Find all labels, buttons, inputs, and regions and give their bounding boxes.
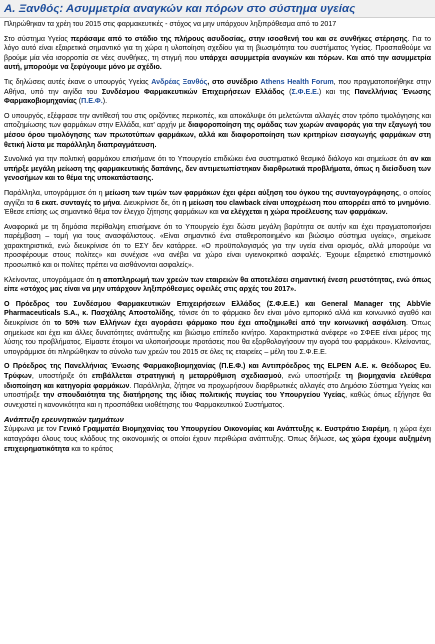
text-run: ) και της	[318, 87, 355, 96]
text-run: . Για το λόγο αυτό είναι εξαιρετικά σημαντικό για τη χώρα η υλοποίηση σχεδίου για τη βιωσιμότητα του συστήματος Υγείας. Προσπαθούμε να βρούμε μία νέα ισορροπία σε νέες συνθήκες, τη στιγμή που	[4, 34, 431, 62]
article-paragraph	[4, 223, 431, 271]
article-paragraph	[4, 20, 431, 30]
text-run: τη βιομηχανία ελεύθερα ιδιοποίηση και κατηγορία φαρμάκων	[4, 372, 431, 390]
text-run: η αποπληρωμή των χρεών των εταιρειών θα αποτελέσει σημαντική ένεση ρευστότητας, ενώ όπως είπε «στόχος μας είναι να μην υπάρχουν ληξιπρόθεσμες οφειλές στις αρχές του 2017».	[4, 275, 432, 294]
text-run: (	[76, 97, 82, 106]
text-run: ως χώρα έχουμε αυξημένη επιχειρηματικότητα	[4, 434, 431, 453]
text-run: Παράλληλα, υπογράμμισε ότι η	[4, 188, 105, 197]
text-run: , στο συνέδριο	[207, 77, 261, 86]
text-run: ).	[102, 97, 108, 106]
text-run: Ανάπτυξη ερευνητικών τμημάτων	[4, 415, 124, 425]
text-run: να ελέγχεται η χώρα προέλευσης των φαρμάκων.	[220, 208, 388, 217]
text-run: , καθώς όπως εξήγησε θα συνεχιστεί η κανονικότητα και η προσπάθεια υιοθέτησης του Φαρμακευτικού Συστήματος.	[4, 391, 431, 409]
article-paragraph	[4, 78, 431, 107]
text-run: 6 εκατ. συνταγές το μήνα	[35, 198, 120, 207]
entity-link-text: Π.Ε.Φ.	[81, 97, 103, 106]
article-paragraph	[4, 276, 431, 295]
text-run: Ο υπουργός, εξέφρασε την αντίθεσή του στις οριζόντιες περικοπές, και αποκάλυψε ότι μελετώνται αλλαγές στον τρόπο τιμολόγησης και αποζημίωσης των φαρμάκων στην Ελλάδα, κατ' αρχήν με	[4, 111, 431, 130]
text-run: Τις δηλώσεις αυτές έκανε ο υπουργός Υγείας	[4, 77, 152, 86]
article-paragraph	[4, 35, 431, 73]
text-run: Ο Πρόεδρος της Πανελλήνιας Ένωσης Φαρμακοβιομηχανίας (Π.Ε.Φ.) και Αντιπρόεδρος της ELPEN Α.Ε. κ. Θεόδωρος Ευ. Τρύφων	[4, 362, 431, 380]
article-paragraph	[4, 155, 431, 184]
entity-link-text: Ανδρέας Ξανθός	[151, 77, 208, 86]
text-run: Συνολικά για την πολιτική φαρμάκου επισήμανε ότι το Υπουργείο επιδιώκει ένα συστηματικό θεσμικό διάλογο και σημείωσε ότι	[4, 155, 411, 164]
text-run: Ο Πρόεδρος του Συνδέσμου Φαρμακευτικών Επιχειρήσεων Ελλάδος (Σ.Φ.Ε.Ε.) και General Manager της AbbVie Pharmaceuticals S.A., κ. Πασχάλης Αποστολίδης	[4, 299, 431, 318]
text-run: . Παράλληλα, ζήτησε να προχωρήσουν διαρθρωτικές αλλαγές στο Δημόσιο Σύστημα Υγείας και υποστήριξε	[4, 381, 431, 400]
text-run: . Έθεσε επίσης ως σημαντικό θέμα τον έλεγχο ζήτησης φαρμάκων και	[4, 198, 431, 217]
entity-link-text: Σ.Φ.Ε.Ε.	[291, 87, 319, 96]
article-paragraph	[4, 425, 431, 454]
text-run: περάσαμε από το στάδιο της πλήρους ασυδοσίας, στην ισοσθενή του και σε συνθήκες στέρησης	[70, 34, 408, 43]
text-run: και το κράτος	[69, 444, 113, 453]
text-run: , τόνισε ότι το φάρμακο δεν είναι μόνο εμπορικό αλλά και κοινωνικό αγαθό και διευκρίνισε ότι	[4, 309, 431, 328]
text-run: Στο σύστημα Υγείας	[4, 34, 71, 43]
text-run: Συνδέσμου Φαρμακευτικών Επιχειρήσεων Ελλάδος	[101, 87, 285, 96]
article-paragraph	[4, 189, 431, 218]
section-heading	[4, 415, 431, 424]
text-run: Αναφορικά με τη δημόσια περίθαλψη επισήμανε ότι το Υπουργείο έχει δώσει μεγάλη βαρύτητα σε αυτήν και έχει πραγματοποιήσει παρέμβαση – τομή για τους ανασφάλιστους. «Είναι σημαντικό ένα σταθεροποιημένο και βιώσιμο σύστημα υγείας», σημείωσε χαρακτηριστικά, ενώ διευκρίνισε ότι το ΕΣΥ δεν κατάρρεε. «Ο προϋπολογισμός για την υγεία είναι ορισμός, αλλά μπορούμε να προσφέρουμε στους πολίτες» και συνέχισε «να ανέβει να χώρο είναι υγιεινοκριτικό ασφαλές. Έχουμε εξαιρετικό επιστημονικό προσωπικό και οι πολίτες πρέπει να αισθάνονται ασφαλείς».	[4, 222, 431, 270]
text-run: αν και υπήρξε μεγάλη μείωση της φαρμακευτικής δαπάνης, δεν αντιμετωπίστηκαν διαρθρωτικά προβλήματα, όπως η διείσδυση των γενοσήμων και το θέμα της υποκατάστασης.	[4, 155, 431, 183]
article-body	[0, 18, 435, 454]
article-title: Α. Ξανθός: Ασυμμετρία αναγκών και πόρων στο σύστημα υγείας	[0, 0, 435, 18]
text-run: η μείωση του clawback είναι υποχρέωση που απορρέει από το μνημόνιο	[182, 198, 430, 207]
text-run: , η χώρα έχει καταγράφει όλους τους κλάδους της οικονομικής οι οποίοι έχουν περιθώρια ανάπτυξης. Όπως δήλωσε,	[4, 425, 431, 443]
text-run: , υποστήριξε ότι	[31, 372, 92, 380]
text-run: το 50% των Ελλήνων έχει αγοράσει φάρμακο που έχει αποζημιωθεί από την κοινωνική ασφάλιση	[54, 319, 407, 328]
text-run: . Διευκρίνισε δε, ότι	[119, 198, 183, 207]
text-run: Σύμφωνα με τον	[4, 425, 59, 434]
text-run: επιβάλλεται στρατηγική η μεταρρύθμιση σχεδιασμού	[91, 372, 282, 380]
text-run: Πληρώθηκαν τα χρέη του 2015 στις φαρμακευτικές - στόχος να μην υπάρχουν ληξιπρόθεσμα από το 2017	[4, 20, 337, 28]
text-run: υπάρχει ασυμμετρία αναγκών και πόρων. Και από την ασυμμετρία αυτή, μπορούμε να ξεφύγουμε μόνο με σχέδιο.	[4, 53, 431, 72]
text-run: μείωση των τιμών των φαρμάκων έχει φέρει αύξηση του όγκου της συνταγογράφησης	[104, 188, 399, 197]
article-paragraph	[4, 300, 431, 358]
text-run: , ενώ υποστήριξε	[281, 372, 346, 380]
text-run: Πανελλήνιας Ένωσης Φαρμακοβιομηχανίας	[4, 87, 431, 106]
text-run: Κλείνοντας, υπογράμμισε ότι	[4, 275, 97, 284]
text-run: Γενικό Γραμματέα Βιομηχανίας του Υπουργείου Οικονομίας και Ανάπτυξης κ. Ευστράτιο Σιαρέμη	[58, 425, 389, 434]
article-paragraph	[4, 112, 431, 150]
entity-link-text: Athens Health Forum	[260, 77, 334, 86]
text-run: την σπουδαιότητα της διατήρησης της ίδιας πολιτικής πυγείας του Υπουργείου Υγείας	[42, 391, 346, 400]
text-run: . Όπως σημείωσε και έχει και άλλες δυνατότητες ανάπτυξης και βιώσιμο επίπεδο κινήτρο. Χαρακτηριστικά ανέφερε «ο ΣΦΕΕ είναι μέρος της λύσης του προβλήματος. Είμαστε έτοιμοι να υλοποιήσουμε προτάσεις που θα εξορθολογήσουν την αγορά του φαρμάκου». Κλείνοντας, υπογράμμισε ότι πληρώθηκαν το σύνολο των χρεών του 2015 σε όλες τις εταιρείες – μέλη του Σ.Φ.Ε.Ε.	[4, 319, 432, 356]
article-paragraph	[4, 362, 431, 410]
text-run: (	[284, 87, 292, 96]
text-run: διαφοροποίηση της ομάδας των χωρών αναφοράς για την εξαγωγή του μέσου όρου τιμολόγησης των πρωτοτύπων φαρμάκων, αλλά και διαφοροποίηση των κριτηρίων εισαγωγής φαρμάκων στη θετική λίστα με παράλληλη διαπραγμάτευση.	[4, 121, 431, 149]
text-run: , που πραγματοποιήθηκε στην Αθήνα, υπό την αιγίδα του	[4, 77, 431, 96]
text-run: , ο οποίος αγγίζει τα	[4, 188, 431, 207]
